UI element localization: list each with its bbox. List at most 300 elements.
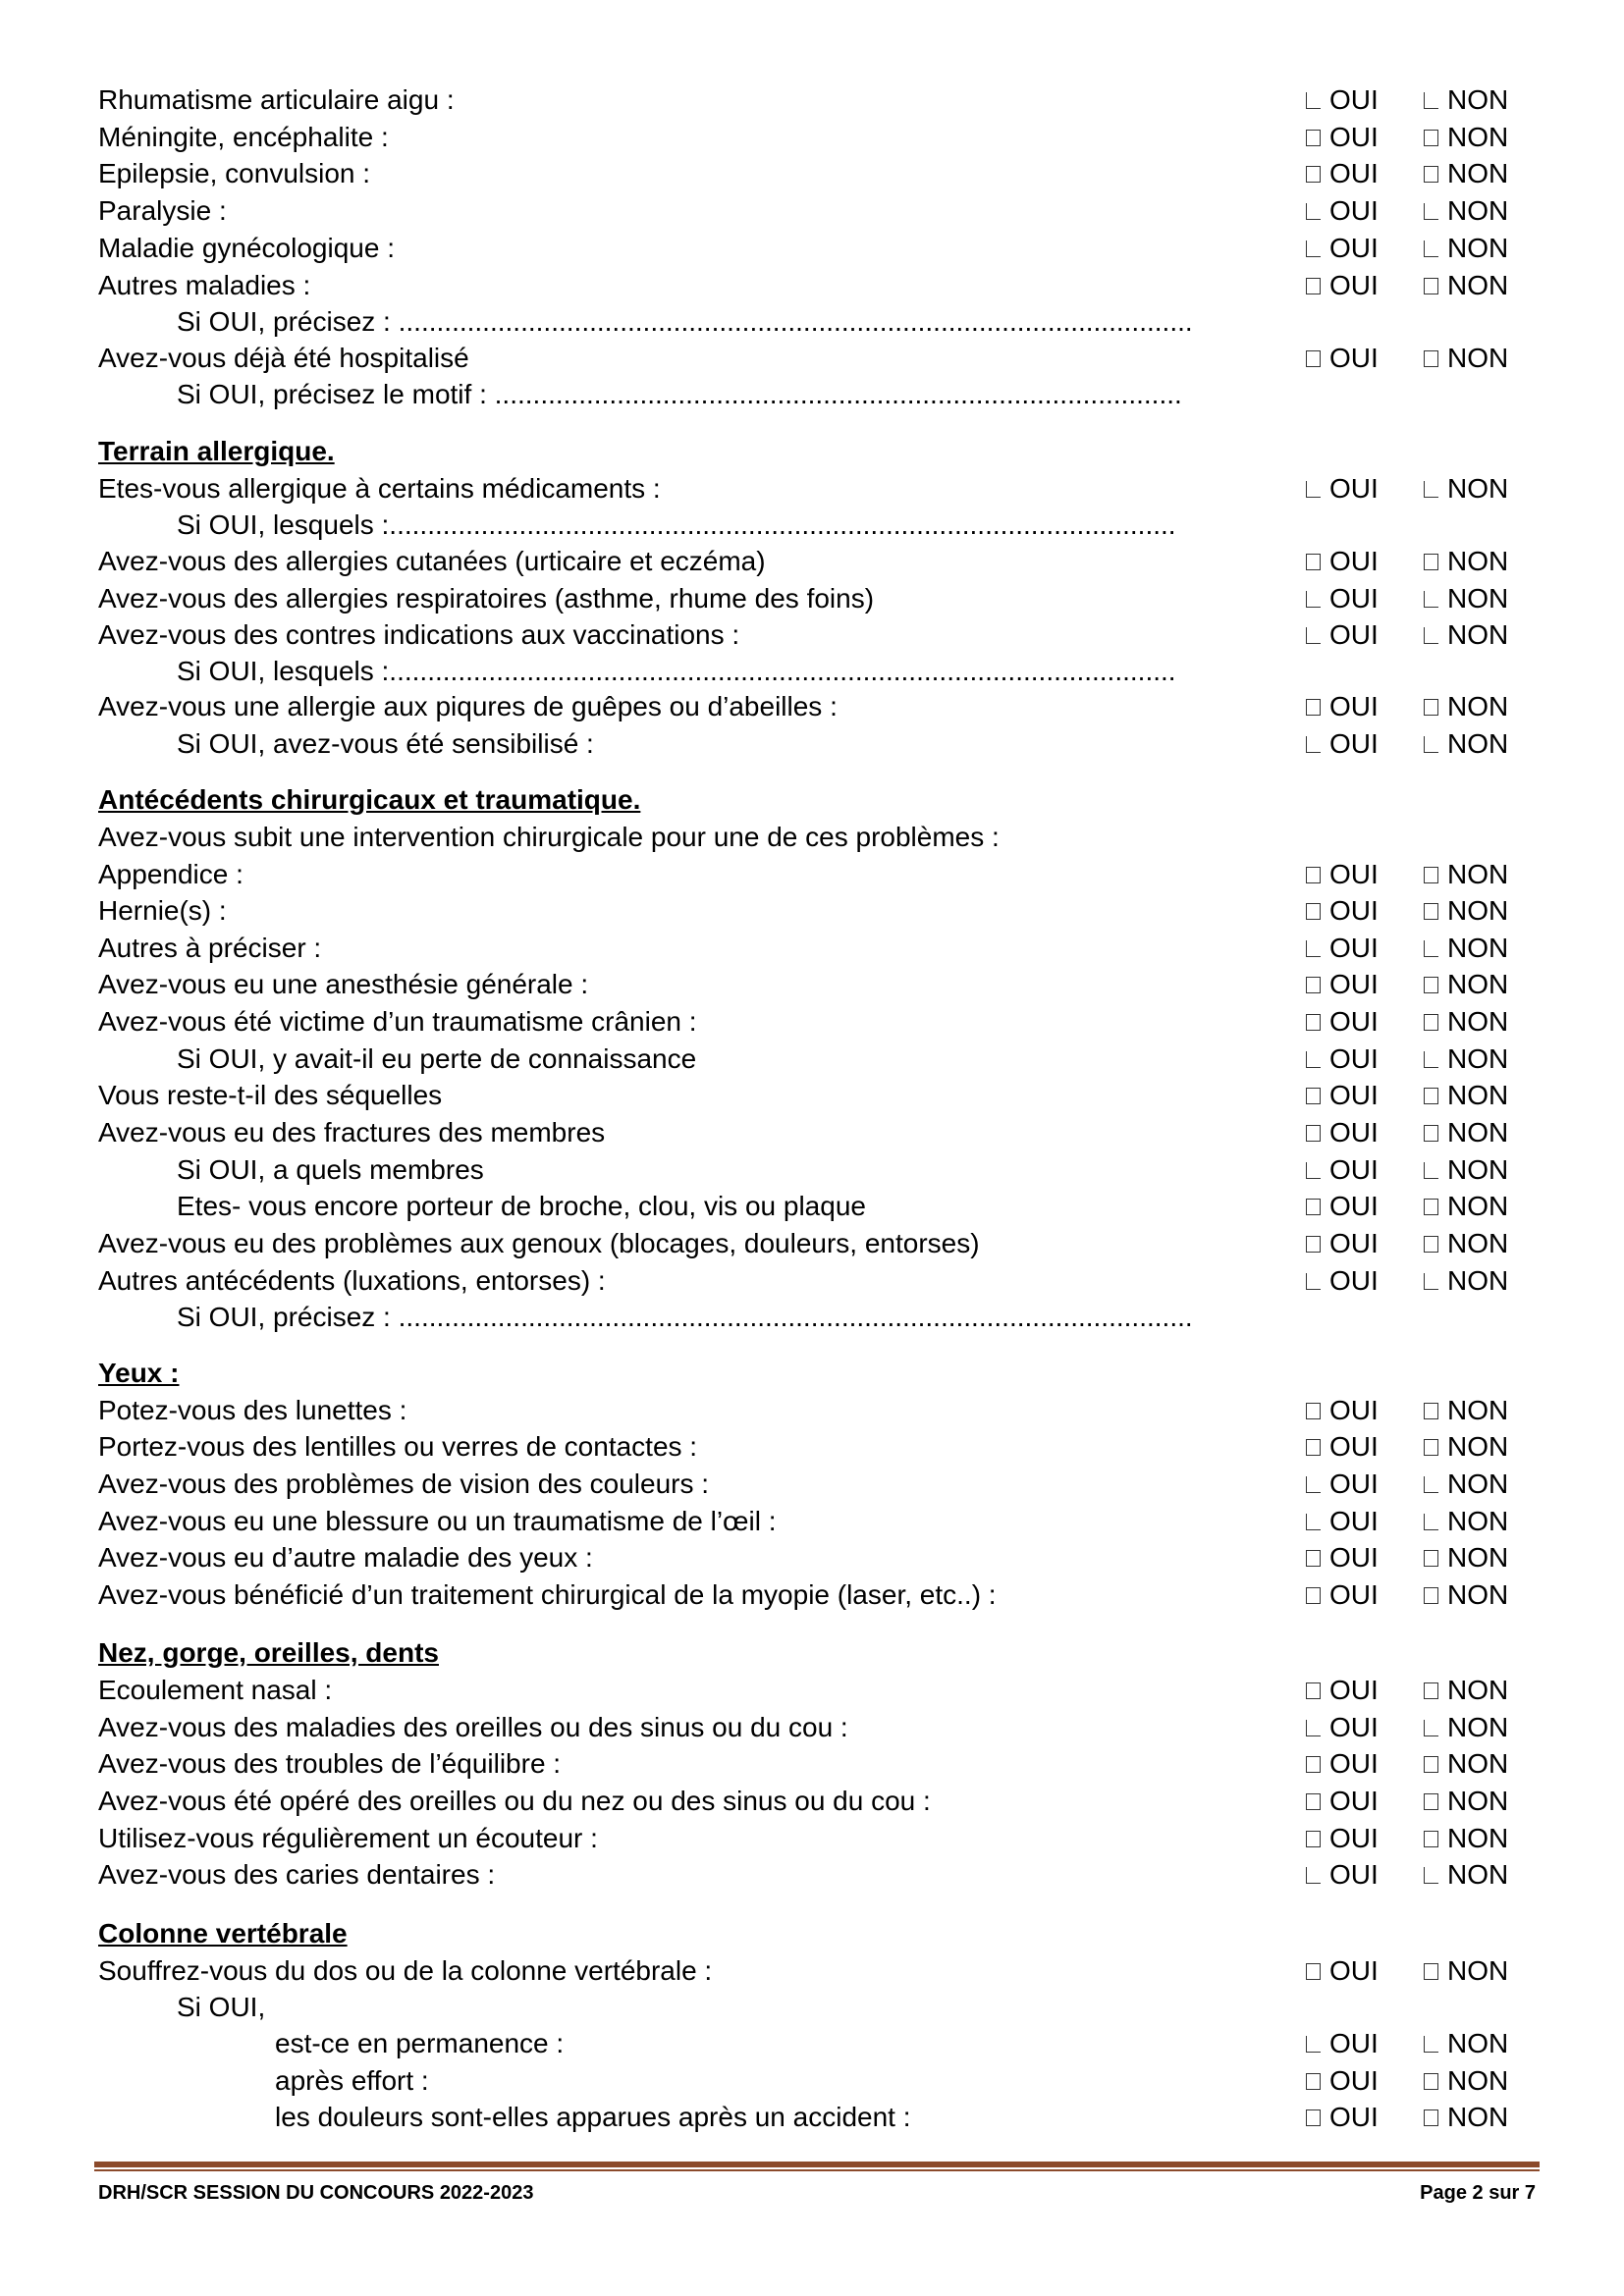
section-heading (98, 781, 1532, 819)
oui-label: OUI (1329, 1859, 1379, 1890)
checkbox-icon[interactable] (1424, 903, 1438, 920)
non-label: NON (1447, 859, 1509, 889)
question-label: Avez-vous eu une anesthésie générale : (98, 969, 589, 999)
checkbox-icon[interactable] (1424, 350, 1438, 367)
non-label: NON (1447, 2028, 1509, 2058)
checkbox-icon[interactable] (1306, 2036, 1321, 2053)
checkbox-icon[interactable] (1424, 867, 1438, 883)
oui-label: OUI (1329, 84, 1379, 115)
question-row (98, 1151, 1532, 1189)
checkbox-icon[interactable] (1306, 1550, 1321, 1567)
checkbox-icon[interactable] (1424, 1125, 1438, 1142)
non-option[interactable] (1424, 1077, 1508, 1114)
checkbox-icon[interactable] (1424, 278, 1438, 294)
non-label: NON (1447, 1117, 1509, 1148)
non-option[interactable] (1424, 155, 1508, 192)
checkbox-icon[interactable] (1306, 92, 1321, 109)
checkbox-icon[interactable] (1424, 1236, 1438, 1253)
question-row (98, 1225, 1532, 1262)
non-option[interactable] (1424, 2099, 1508, 2136)
question-label: Vous reste-t-il des séquelles (98, 1080, 443, 1110)
question-label: Etes-vous allergique à certains médicaments : (98, 473, 661, 504)
checkbox-icon[interactable] (1306, 554, 1321, 570)
question-row (98, 1856, 1532, 1894)
question-row (98, 1077, 1532, 1114)
question-row (98, 653, 1532, 690)
oui-label: OUI (1329, 122, 1379, 152)
checkbox-icon[interactable] (1424, 1439, 1438, 1456)
checkbox-icon[interactable] (1424, 1682, 1438, 1699)
section-title: Antécédents chirurgicaux et traumatique. (98, 784, 641, 815)
non-label: NON (1447, 270, 1509, 300)
non-label: NON (1447, 1859, 1509, 1890)
question-label: Avez-vous des contres indications aux vaccinations : (98, 619, 740, 650)
checkbox-icon[interactable] (1424, 481, 1438, 498)
checkbox-icon[interactable] (1424, 2109, 1438, 2126)
oui-option[interactable] (1306, 155, 1379, 192)
non-option[interactable] (1424, 725, 1508, 763)
checkbox-icon[interactable] (1424, 1963, 1438, 1980)
question-row (98, 543, 1532, 580)
non-option[interactable] (1424, 1466, 1508, 1503)
oui-label: OUI (1329, 2065, 1379, 2096)
oui-option[interactable] (1306, 2062, 1379, 2100)
checkbox-icon[interactable] (1424, 1867, 1438, 1884)
oui-label: OUI (1329, 343, 1379, 373)
non-label: NON (1447, 1506, 1509, 1536)
checkbox-icon[interactable] (1424, 940, 1438, 957)
question-row (98, 1709, 1532, 1746)
question-row (98, 1466, 1532, 1503)
checkbox-icon[interactable] (1424, 1162, 1438, 1179)
checkbox-icon[interactable] (1424, 1088, 1438, 1104)
oui-label: OUI (1329, 233, 1379, 263)
question-label: Avez-vous des allergies cutanées (urticaire et eczéma) (98, 546, 766, 576)
oui-option[interactable] (1306, 543, 1379, 580)
non-label: NON (1447, 728, 1509, 759)
question-label: après effort : (275, 2065, 429, 2096)
section-heading (98, 1915, 1532, 1952)
non-label: NON (1447, 158, 1509, 188)
non-option[interactable] (1424, 1576, 1508, 1614)
oui-option[interactable] (1306, 1539, 1379, 1576)
non-label: NON (1447, 1823, 1509, 1853)
question-label: est-ce en permanence : (275, 2028, 565, 2058)
checkbox-icon[interactable] (1424, 977, 1438, 993)
checkbox-icon[interactable] (1306, 278, 1321, 294)
oui-option[interactable] (1306, 1041, 1379, 1078)
question-row (98, 1576, 1532, 1614)
oui-option[interactable] (1306, 340, 1379, 377)
oui-option[interactable] (1306, 892, 1379, 930)
oui-option[interactable] (1306, 856, 1379, 893)
non-option[interactable] (1424, 1745, 1508, 1783)
question-row (98, 192, 1532, 230)
non-option[interactable] (1424, 1856, 1508, 1894)
question-label: Si OUI, lesquels :....................................................................................................... (177, 656, 1176, 686)
non-label: NON (1447, 1006, 1509, 1037)
oui-option[interactable] (1306, 2025, 1379, 2062)
question-label: Si OUI, a quels membres (177, 1154, 484, 1185)
question-row (98, 376, 1532, 413)
question-label: Avez-vous eu des problèmes aux genoux (blocages, douleurs, entorses) (98, 1228, 980, 1258)
checkbox-icon[interactable] (1306, 1587, 1321, 1604)
oui-option[interactable] (1306, 1151, 1379, 1189)
oui-option[interactable] (1306, 616, 1379, 654)
checkbox-icon[interactable] (1424, 1199, 1438, 1215)
non-label: NON (1447, 583, 1509, 614)
non-label: NON (1447, 1265, 1509, 1296)
oui-option[interactable] (1306, 267, 1379, 304)
question-row (98, 1041, 1532, 1078)
non-label: NON (1447, 1748, 1509, 1779)
question-row (98, 725, 1532, 763)
checkbox-icon[interactable] (1306, 166, 1321, 183)
oui-option[interactable] (1306, 580, 1379, 617)
non-option[interactable] (1424, 192, 1508, 230)
checkbox-icon[interactable] (1306, 481, 1321, 498)
checkbox-icon[interactable] (1424, 1720, 1438, 1736)
non-option[interactable] (1424, 1539, 1508, 1576)
question-row (98, 155, 1532, 192)
oui-label: OUI (1329, 1080, 1379, 1110)
checkbox-icon[interactable] (1424, 627, 1438, 644)
question-row (98, 340, 1532, 377)
question-label: Avez-vous des maladies des oreilles ou des sinus ou du cou : (98, 1712, 848, 1742)
section-title: Colonne vertébrale (98, 1918, 348, 1949)
checkbox-icon[interactable] (1424, 166, 1438, 183)
section-heading (98, 1634, 1532, 1672)
footer-rule (94, 2162, 1540, 2167)
oui-option[interactable] (1306, 192, 1379, 230)
checkbox-icon[interactable] (1306, 1793, 1321, 1810)
question-row (98, 267, 1532, 304)
non-label: NON (1447, 1395, 1509, 1425)
oui-option[interactable] (1306, 1003, 1379, 1041)
checkbox-icon[interactable] (1424, 1514, 1438, 1530)
oui-label: OUI (1329, 728, 1379, 759)
checkbox-icon[interactable] (1424, 1831, 1438, 1847)
question-row (98, 1783, 1532, 1820)
checkbox-icon[interactable] (1306, 1051, 1321, 1068)
non-option[interactable] (1424, 1820, 1508, 1857)
non-option[interactable] (1424, 1225, 1508, 1262)
oui-option[interactable] (1306, 2099, 1379, 2136)
non-option[interactable] (1424, 119, 1508, 156)
question-label: Si OUI, lesquels :....................................................................................................... (177, 509, 1176, 540)
question-label: Appendice : (98, 859, 244, 889)
question-row (98, 303, 1532, 341)
checkbox-icon[interactable] (1306, 1682, 1321, 1699)
oui-option[interactable] (1306, 1114, 1379, 1151)
question-row (98, 1820, 1532, 1857)
checkbox-icon[interactable] (1424, 554, 1438, 570)
oui-option[interactable] (1306, 1225, 1379, 1262)
question-label: Paralysie : (98, 195, 227, 226)
question-row (98, 119, 1532, 156)
checkbox-icon[interactable] (1306, 1867, 1321, 1884)
checkbox-icon[interactable] (1306, 627, 1321, 644)
non-option[interactable] (1424, 230, 1508, 267)
checkbox-icon[interactable] (1306, 977, 1321, 993)
oui-label: OUI (1329, 1786, 1379, 1816)
checkbox-icon[interactable] (1424, 92, 1438, 109)
non-option[interactable] (1424, 81, 1508, 119)
question-row (98, 1188, 1532, 1225)
question-label: Maladie gynécologique : (98, 233, 395, 263)
question-label: Potez-vous des lunettes : (98, 1395, 407, 1425)
checkbox-icon[interactable] (1424, 1793, 1438, 1810)
checkbox-icon[interactable] (1424, 130, 1438, 146)
oui-label: OUI (1329, 270, 1379, 300)
non-option[interactable] (1424, 2025, 1508, 2062)
checkbox-icon[interactable] (1424, 1476, 1438, 1493)
question-label: Avez-vous des problèmes de vision des couleurs : (98, 1468, 710, 1499)
oui-option[interactable] (1306, 688, 1379, 725)
oui-option[interactable] (1306, 1077, 1379, 1114)
oui-label: OUI (1329, 1043, 1379, 1074)
checkbox-icon[interactable] (1424, 203, 1438, 220)
question-label: Avez-vous subit une intervention chirurgicale pour une de ces problèmes : (98, 822, 1000, 852)
checkbox-icon[interactable] (1424, 1550, 1438, 1567)
question-row (98, 81, 1532, 119)
checkbox-icon[interactable] (1424, 1587, 1438, 1604)
oui-label: OUI (1329, 619, 1379, 650)
question-label: Avez-vous été opéré des oreilles ou du nez ou des sinus ou du cou : (98, 1786, 931, 1816)
question-row (98, 966, 1532, 1003)
question-label: Si OUI, précisez : ........................................................................................................ (177, 306, 1193, 337)
non-option[interactable] (1424, 1151, 1508, 1189)
oui-option[interactable] (1306, 1672, 1379, 1709)
question-label: Si OUI, précisez le motif : .......................................................................................... (177, 379, 1182, 409)
checkbox-icon[interactable] (1306, 1439, 1321, 1456)
checkbox-icon[interactable] (1424, 736, 1438, 753)
question-row (98, 1745, 1532, 1783)
oui-option[interactable] (1306, 1428, 1379, 1466)
non-option[interactable] (1424, 1188, 1508, 1225)
question-row (98, 819, 1532, 856)
non-option[interactable] (1424, 856, 1508, 893)
checkbox-icon[interactable] (1306, 1720, 1321, 1736)
question-row (98, 1672, 1532, 1709)
non-option[interactable] (1424, 267, 1508, 304)
oui-label: OUI (1329, 1542, 1379, 1573)
oui-option[interactable] (1306, 930, 1379, 967)
non-option[interactable] (1424, 1114, 1508, 1151)
checkbox-icon[interactable] (1306, 2073, 1321, 2090)
oui-option[interactable] (1306, 119, 1379, 156)
footer-page-number: Page 2 sur 7 (1420, 2182, 1536, 2204)
checkbox-icon[interactable] (1306, 1088, 1321, 1104)
checkbox-icon[interactable] (1424, 699, 1438, 716)
oui-option[interactable] (1306, 966, 1379, 1003)
checkbox-icon[interactable] (1306, 203, 1321, 220)
footer-session-label: DRH/SCR SESSION DU CONCOURS 2022-2023 (98, 2182, 534, 2204)
question-row (98, 856, 1532, 893)
question-row (98, 1003, 1532, 1041)
checkbox-icon[interactable] (1306, 1514, 1321, 1530)
question-row (98, 470, 1532, 507)
oui-option[interactable] (1306, 725, 1379, 763)
oui-option[interactable] (1306, 1188, 1379, 1225)
question-row (98, 1539, 1532, 1576)
question-row (98, 1989, 1532, 2026)
oui-option[interactable] (1306, 1392, 1379, 1429)
oui-option[interactable] (1306, 81, 1379, 119)
question-label: Si OUI, avez-vous été sensibilisé : (177, 728, 594, 759)
section-title: Nez, gorge, oreilles, dents (98, 1637, 439, 1668)
checkbox-icon[interactable] (1306, 1236, 1321, 1253)
question-row (98, 1114, 1532, 1151)
oui-option[interactable] (1306, 1709, 1379, 1746)
question-row (98, 688, 1532, 725)
non-option[interactable] (1424, 470, 1508, 507)
non-option[interactable] (1424, 543, 1508, 580)
oui-option[interactable] (1306, 1856, 1379, 1894)
checkbox-icon[interactable] (1306, 736, 1321, 753)
oui-label: OUI (1329, 1675, 1379, 1705)
oui-option[interactable] (1306, 1952, 1379, 1990)
non-label: NON (1447, 1542, 1509, 1573)
oui-label: OUI (1329, 691, 1379, 721)
non-label: NON (1447, 1080, 1509, 1110)
question-label: Utilisez-vous régulièrement un écouteur : (98, 1823, 598, 1853)
non-label: NON (1447, 233, 1509, 263)
oui-label: OUI (1329, 473, 1379, 504)
non-option[interactable] (1424, 1952, 1508, 1990)
oui-label: OUI (1329, 1191, 1379, 1221)
non-option[interactable] (1424, 688, 1508, 725)
checkbox-icon[interactable] (1424, 1756, 1438, 1773)
oui-option[interactable] (1306, 1745, 1379, 1783)
checkbox-icon[interactable] (1424, 1014, 1438, 1031)
non-option[interactable] (1424, 580, 1508, 617)
checkbox-icon[interactable] (1306, 240, 1321, 257)
checkbox-icon[interactable] (1424, 2073, 1438, 2090)
oui-label: OUI (1329, 1431, 1379, 1462)
oui-option[interactable] (1306, 1262, 1379, 1300)
checkbox-icon[interactable] (1306, 1014, 1321, 1031)
non-label: NON (1447, 122, 1509, 152)
non-label: NON (1447, 691, 1509, 721)
question-label: Avez-vous eu des fractures des membres (98, 1117, 606, 1148)
non-option[interactable] (1424, 1041, 1508, 1078)
non-label: NON (1447, 969, 1509, 999)
oui-option[interactable] (1306, 1820, 1379, 1857)
checkbox-icon[interactable] (1306, 1831, 1321, 1847)
checkbox-icon[interactable] (1306, 1199, 1321, 1215)
question-label: Portez-vous des lentilles ou verres de contactes : (98, 1431, 698, 1462)
question-row (98, 1952, 1532, 1990)
checkbox-icon[interactable] (1424, 1403, 1438, 1419)
oui-option[interactable] (1306, 1466, 1379, 1503)
question-row (98, 230, 1532, 267)
non-option[interactable] (1424, 1003, 1508, 1041)
question-label: Si OUI, (177, 1992, 266, 2022)
non-option[interactable] (1424, 1262, 1508, 1300)
non-option[interactable] (1424, 892, 1508, 930)
checkbox-icon[interactable] (1306, 1273, 1321, 1290)
non-option[interactable] (1424, 340, 1508, 377)
non-option[interactable] (1424, 1709, 1508, 1746)
oui-option[interactable] (1306, 470, 1379, 507)
checkbox-icon[interactable] (1306, 867, 1321, 883)
non-label: NON (1447, 2065, 1509, 2096)
non-label: NON (1447, 1955, 1509, 1986)
checkbox-icon[interactable] (1306, 1963, 1321, 1980)
non-option[interactable] (1424, 1672, 1508, 1709)
oui-label: OUI (1329, 1395, 1379, 1425)
non-option[interactable] (1424, 1428, 1508, 1466)
checkbox-icon[interactable] (1306, 1476, 1321, 1493)
checkbox-icon[interactable] (1306, 940, 1321, 957)
question-label: Ecoulement nasal : (98, 1675, 333, 1705)
non-label: NON (1447, 1191, 1509, 1221)
checkbox-icon[interactable] (1424, 2036, 1438, 2053)
non-label: NON (1447, 1154, 1509, 1185)
question-label: Autres maladies : (98, 270, 311, 300)
checkbox-icon[interactable] (1306, 591, 1321, 608)
question-label: Avez-vous bénéficié d’un traitement chirurgical de la myopie (laser, etc..) : (98, 1579, 997, 1610)
question-row (98, 892, 1532, 930)
oui-option[interactable] (1306, 1503, 1379, 1540)
checkbox-icon[interactable] (1306, 903, 1321, 920)
question-label: Si OUI, y avait-il eu perte de connaissance (177, 1043, 697, 1074)
question-row (98, 1392, 1532, 1429)
checkbox-icon[interactable] (1306, 699, 1321, 716)
non-option[interactable] (1424, 2062, 1508, 2100)
checkbox-icon[interactable] (1306, 350, 1321, 367)
non-label: NON (1447, 343, 1509, 373)
non-option[interactable] (1424, 1392, 1508, 1429)
question-label: Etes- vous encore porteur de broche, clou, vis ou plaque (177, 1191, 866, 1221)
oui-label: OUI (1329, 2102, 1379, 2132)
section-title: Yeux : (98, 1358, 180, 1388)
non-option[interactable] (1424, 1783, 1508, 1820)
checkbox-icon[interactable] (1424, 240, 1438, 257)
non-option[interactable] (1424, 966, 1508, 1003)
question-label: Epilepsie, convulsion : (98, 158, 371, 188)
checkbox-icon[interactable] (1306, 1125, 1321, 1142)
checkbox-icon[interactable] (1306, 1756, 1321, 1773)
oui-label: OUI (1329, 1506, 1379, 1536)
oui-option[interactable] (1306, 230, 1379, 267)
non-option[interactable] (1424, 616, 1508, 654)
question-row (98, 507, 1532, 544)
question-row (98, 930, 1532, 967)
checkbox-icon[interactable] (1424, 1051, 1438, 1068)
question-label: Souffrez-vous du dos ou de la colonne vertébrale : (98, 1955, 713, 1986)
non-label: NON (1447, 84, 1509, 115)
oui-label: OUI (1329, 2028, 1379, 2058)
non-option[interactable] (1424, 930, 1508, 967)
oui-option[interactable] (1306, 1576, 1379, 1614)
checkbox-icon[interactable] (1306, 1403, 1321, 1419)
checkbox-icon[interactable] (1424, 591, 1438, 608)
checkbox-icon[interactable] (1306, 2109, 1321, 2126)
oui-label: OUI (1329, 546, 1379, 576)
checkbox-icon[interactable] (1424, 1273, 1438, 1290)
oui-label: OUI (1329, 158, 1379, 188)
question-label: Avez-vous eu d’autre maladie des yeux : (98, 1542, 593, 1573)
oui-option[interactable] (1306, 1783, 1379, 1820)
question-row (98, 1428, 1532, 1466)
checkbox-icon[interactable] (1306, 1162, 1321, 1179)
question-label: Avez-vous été victime d’un traumatisme crânien : (98, 1006, 697, 1037)
non-option[interactable] (1424, 1503, 1508, 1540)
question-label: Avez-vous eu une blessure ou un traumatisme de l’œil : (98, 1506, 777, 1536)
checkbox-icon[interactable] (1306, 130, 1321, 146)
